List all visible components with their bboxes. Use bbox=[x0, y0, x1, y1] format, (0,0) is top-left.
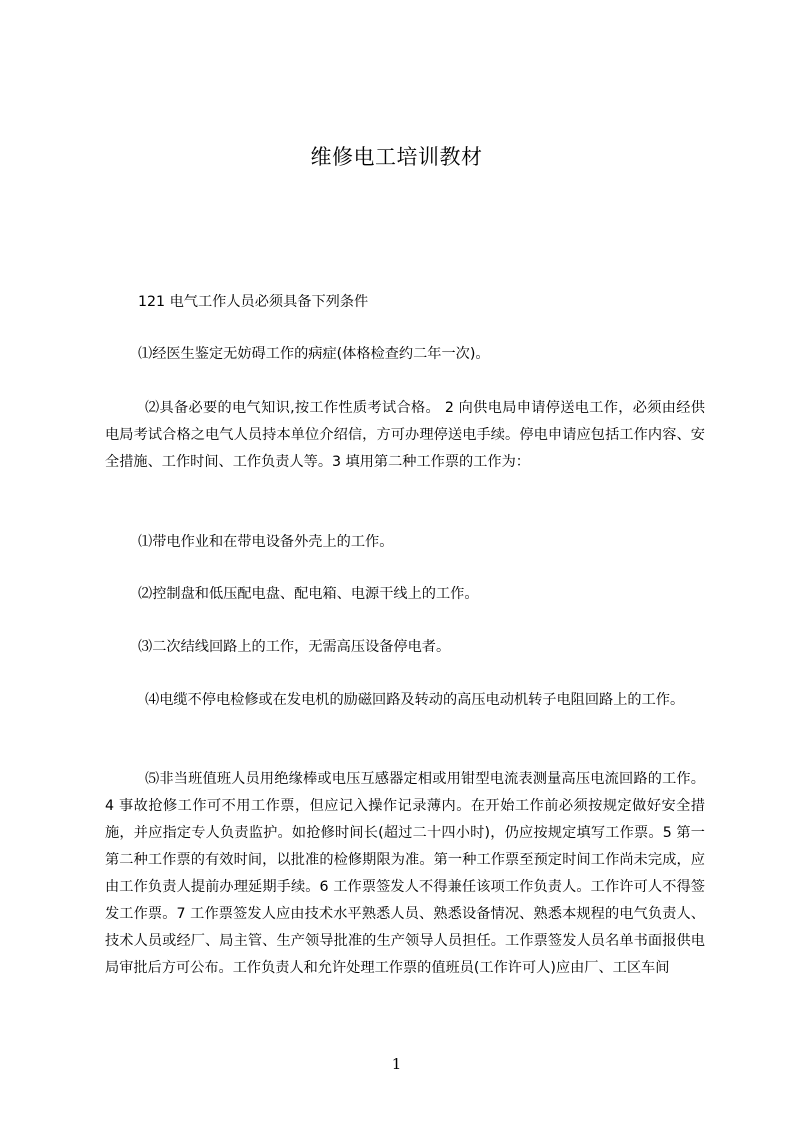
paragraph-item-2: ⑵具备必要的电气知识,按工作性质考试合格。 2 向供电局申请停送电工作，必须由经供电局考试合格之电气人员持本单位介绍信，方可办理停送电手续。停电申请应包括工作内容、安全措施、工作时间、工作负责人等。3 填用第二种工作票的工作为： bbox=[105, 400, 705, 470]
paragraph-type2-item-4: ⑷电缆不停电检修或在发电机的励磁回路及转动的高压电动机转子电阻回路上的工作。 bbox=[145, 692, 685, 708]
page-number: 1 bbox=[391, 1055, 402, 1073]
document-title: 维修电工培训教材 bbox=[310, 145, 483, 169]
paragraph-type2-item-5: ⑸非当班值班人员用绝缘棒或电压互感器定相或用钳型电流表测量高压电流回路的工作。4 事故抢修工作可不用工作票，但应记入操作记录薄内。在开始工作前必须按规定做好安全措施，并应指定专人负责监护。如抢修时间长(超过二十四小时)，仍应按规定填写工作票。5 第一第二种工作票的有效时间，以批准的检修期限为准。第一种工作票至预定时间工作尚未完成，应由工作负责人提前办理延期手续。6 工作票签发人不得兼任该项工作负责人。工作许可人不得签发工作票。7 工作票签发人应由技术水平熟悉人员、熟悉设备情况、熟悉本规程的电气负责人、技术人员或经厂、局主管、生产领导批准的生产领导人员担任。工作票签发人员名单书面报供电局审批后方可公布。工作负责人和允许处理工作票的值班员(工作许可人)应由厂、工区车间 bbox=[105, 771, 705, 976]
paragraph-type2-item-1: ⑴带电作业和在带电设备外壳上的工作。 bbox=[138, 534, 394, 550]
paragraph-type2-item-2: ⑵控制盘和低压配电盘、配电箱、电源干线上的工作。 bbox=[138, 586, 479, 602]
paragraph-item-1: ⑴经医生鉴定无妨碍工作的病症(体格检查约二年一次)。 bbox=[138, 346, 490, 362]
paragraph-heading: 121 电气工作人员必须具备下列条件 bbox=[138, 294, 369, 310]
paragraph-type2-item-3: ⑶二次结线回路上的工作，无需高压设备停电者。 bbox=[138, 639, 451, 655]
